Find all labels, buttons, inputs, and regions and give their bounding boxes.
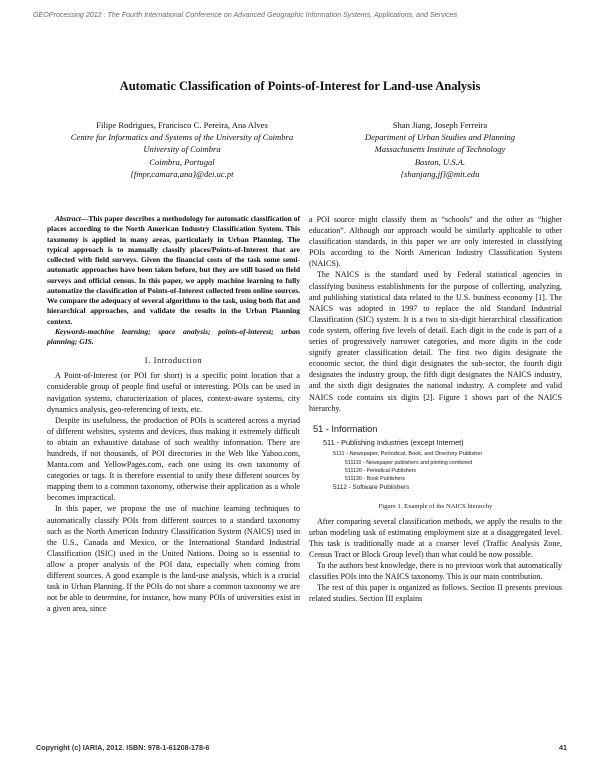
author-location: Coimbra, Portugal (149, 156, 215, 167)
author-location: Boston, U.S.A. (414, 156, 466, 167)
footer-page-number: 41 (559, 743, 567, 752)
figure-line-subsector: 511 - Publishing Industries (except Internet) (323, 437, 464, 447)
author-block-left (58, 119, 306, 180)
keywords: Keywords-machine learning; space analysis; points-of-interest; urban planning; GIS. (47, 326, 300, 346)
footer-copyright: Copyright (c) IARIA, 2012. ISBN: 978-1-61208-178-6 (36, 743, 210, 752)
figure-line-industry-group: 5111 - Newspaper, Periodical, Book, and Directory Publisher (333, 450, 483, 457)
right-column (309, 214, 562, 604)
abstract-text: —This paper describes a methodology for automatic classification of places according to the North American Industry Classification System. This taxonomy is applied in many areas, particularly in Urban Planning. The typical approach is to manually classify places/Points-of-Interest that are collected with field surveys. Given the financial costs of the task some semi-automatic approaches have been taken before, but they are still based on field surveys and official census. In this paper, we apply machine learning to fully automatize the classification of Points-of-Interest collected from online sources. We compare the adequacy of several algorithms to the task, using both flat and hierarchical approaches, and validate the results in the Urban Planning context. (47, 214, 300, 326)
figure-line-sector: 51 - Information (313, 423, 378, 434)
figure-line-national-industry: 511120 - Periodical Publishers (345, 467, 417, 474)
paragraph: Despite its usefulness, the production of POIs is scattered across a myriad of different websites, systems and devices, thus making it extremely difficult to obtain an exhaustive database of such wealthy information. There are hundreds, if not thousands, of POI directories in the Web like Yahoo.com, Manta.com and YellowPages.com, each one using its own taxonomy of categories or tags. It is therefore essential to unify these different sources by mapping them to a common taxonomy, otherwise their application as a whole becomes impractical. (47, 415, 300, 503)
author-affiliation: Centre for Informatics and Systems of the University of Coimbra (70, 132, 294, 143)
running-head: GEOProcessing 2012 : The Fourth International Conference on Advanced Geographic Information Systems, Applications, and Services (33, 11, 458, 19)
author-email: {shanjang,jf}@mit.edu (400, 168, 480, 179)
author-institution: University of Coimbra (143, 144, 221, 155)
author-affiliation: Department of Urban Studies and Planning (364, 132, 516, 143)
paragraph: a POI source might classify them as “schools” and the other as “higher education”. Although our approach would be similarly applicable to other classification standards, in this paper we are only interested in classifying POIs according to the North American Industry Classification System (NAICS). (309, 215, 562, 269)
paragraph: In this paper, we propose the use of machine learning techniques to automatically classify POIs from different sources to a standard taxonomy such as the North American Industry Classification System (NAICS) used in the U.S., Canada and Mexico, or the International Standard Industrial Classification (ISIC) used in the United Nations. Doing so is essential to allow a proper analysis of the POI data, especially when coming from different sources. A good example is the land-use analysis, which is a crucial task in Urban Planning. If the POIs do not share a common taxonomy we are not be able to determine, for instance, how many POIs of universities exist in a given area, since (47, 504, 300, 614)
left-column (47, 214, 300, 614)
figure-caption: Figure 1. Example of the NAICS hierarchy (378, 502, 493, 510)
author-institution: Massachusetts Institute of Technology (374, 144, 506, 155)
figure-line-industry-group: 5112 - Software Publishers (333, 483, 410, 491)
paragraph: After comparing several classification methods, we apply the results to the urban modeling task of estimating employment size at a disaggregated level. This task is traditionally made at a coarser level (Traffic Analysis Zone, Census Tract or Block Group level) than what could be now possible. (309, 516, 562, 559)
paragraph: A Point-of-Interest (or POI for short) is a specific point location that a considerable group of people find useful or interesting. POIs can be used in navigation systems, characterization of places, context-aware systems, city dynamics analysis, geo-referencing of texts, etc. (47, 371, 300, 414)
paper-title: Automatic Classification of Points-of-Interest for Land-use Analysis (119, 79, 481, 93)
paragraph: The NAICS is the standard used by Federal statistical agencies in classifying business establishments for the purpose of collecting, analyzing, and publishing statistical data related to the U.S. business economy [1]. The NAICS was adopted in 1997 to replace the old Standard Industrial Classification (SIC) system. It is a two to six-digit hierarchical classification code system, offering five levels of detail. Each digit in the code is part of a series of progressively narrower categories, and more digits in the code signify greater classification detail. The first two digits designate the economic sector, the third digit designates the sub-sector, the fourth digit designates the industry group, the fifth digit designates the NAICS industry, and the sixth digit designates the national industry. A complete and valid NAICS code contains six digits [2]. Figure 1 shows part of the NAICS hierarchy. (309, 270, 562, 413)
author-names: Shan Jiang, Joseph Ferreira (392, 120, 488, 130)
paragraph: To the authors best knowledge, there is no previous work that automatically classifies POIs into the NAICS taxonomy. This is our main contribution. (309, 561, 562, 582)
abstract (47, 214, 300, 327)
author-email: {fmpr,camara,ana}@dei.uc.pt (130, 168, 234, 179)
paragraph: The rest of this paper is organized as follows. Section II presents previous related studies. Section III explains (309, 583, 562, 604)
figure-line-national-industry: 511130 - Book Publishers (345, 475, 405, 482)
abstract-lead: Abstract (55, 214, 81, 223)
figure-naics-hierarchy (309, 424, 562, 516)
author-names: Filipe Rodrigues, Francisco C. Pereira, Ana Alves (96, 120, 268, 130)
section-heading-introduction: I. Introduction (144, 356, 203, 366)
figure-line-national-industry: 511110 - Newspaper publishers and printing combined (345, 459, 473, 466)
author-block-right (340, 119, 540, 180)
